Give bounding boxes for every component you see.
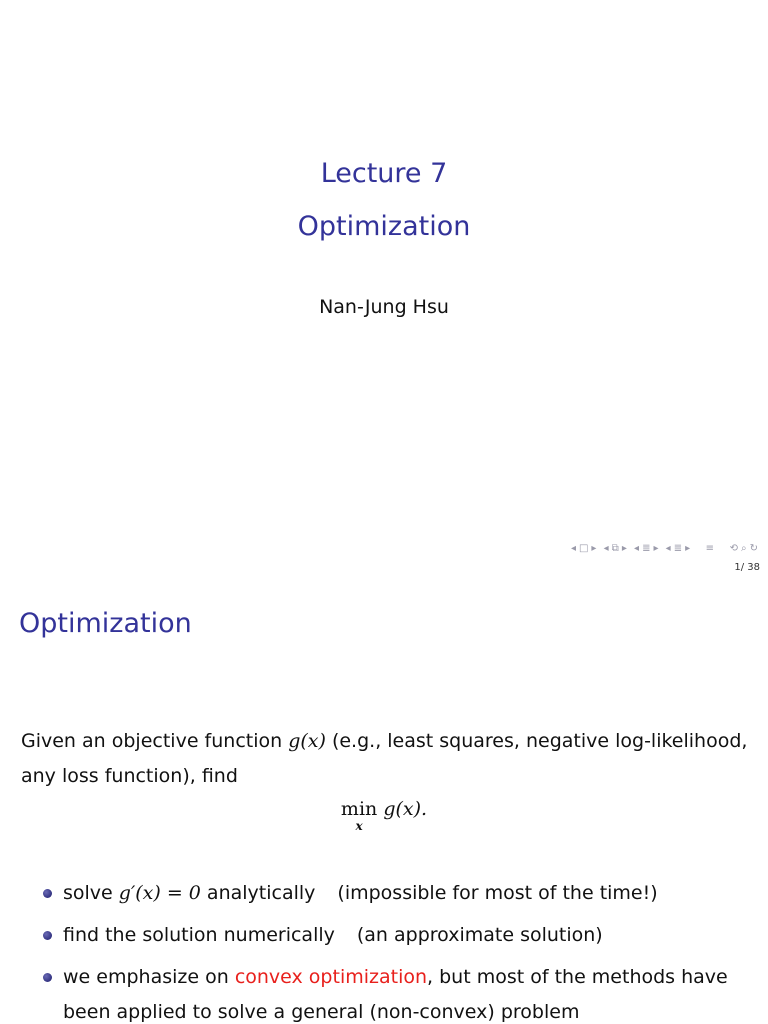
intro-paragraph [21,724,751,794]
search-icon[interactable]: ⌕ [741,543,748,554]
bullet-note: (impossible for most of the time!) [337,882,658,904]
list-item [0,918,768,953]
section-icon[interactable]: ≣ [673,543,684,554]
nav-left-arrow-icon[interactable]: ◂ [634,543,641,554]
nav-left-arrow-icon[interactable]: ◂ [665,543,672,554]
min-subscript: x [355,819,363,833]
min-word: min [340,798,378,820]
intro-text-before: Given an objective function [21,730,289,752]
intro-math: g(x) [288,730,326,752]
bullet-text: find the solution numerically [63,924,335,946]
highlighted-term: convex optimization [234,966,428,988]
bullet-list [0,876,768,1024]
lecture-subtitle: Optimization [297,211,471,242]
intro-text-after: (e.g., least squares, negative log-likelihood, any loss function), find [21,730,748,787]
bullet-note: (an approximate solution) [356,924,603,946]
nav-left-arrow-icon[interactable]: ◂ [570,543,577,554]
bullet-math: g′(x) = 0 [118,882,201,904]
display-equation [0,798,768,832]
align-icon[interactable]: ≡ [705,543,716,554]
frame-icon[interactable]: □ [578,543,590,554]
bullet-icon [43,931,52,940]
list-item [0,960,768,1024]
author-name: Nan-Jung Hsu [319,296,449,318]
nav-right-arrow-icon[interactable]: ▸ [653,543,660,554]
page-number: 1/ 38 [734,562,760,573]
nav-right-arrow-icon[interactable]: ▸ [621,543,628,554]
bullet-text-before: we emphasize on [63,966,235,988]
bullet-icon [43,889,52,898]
nav-right-arrow-icon[interactable]: ▸ [685,543,692,554]
back-icon[interactable]: ↻ [749,543,759,554]
section-icon[interactable]: ≣ [642,543,652,554]
min-operator [341,798,377,832]
list-item [0,876,768,911]
nav-right-arrow-icon[interactable]: ▸ [591,543,598,554]
subsection-icon[interactable]: ⧉ [611,543,620,554]
frame-title: Optimization [19,608,192,639]
bullet-text-after: analytically [200,882,316,904]
bullet-icon [43,973,52,982]
beamer-navigation-bar [570,543,760,554]
bullet-text-before: solve [63,882,119,904]
search-icon[interactable]: ⟲ [729,543,739,554]
content-slide [0,576,768,1024]
bullet-text-after: , but most of the methods have been applied to solve a general (non-convex) problem [63,966,728,1023]
nav-left-arrow-icon[interactable]: ◂ [603,543,610,554]
objective-expression: g(x). [383,798,428,820]
lecture-title: Lecture 7 [320,158,448,189]
